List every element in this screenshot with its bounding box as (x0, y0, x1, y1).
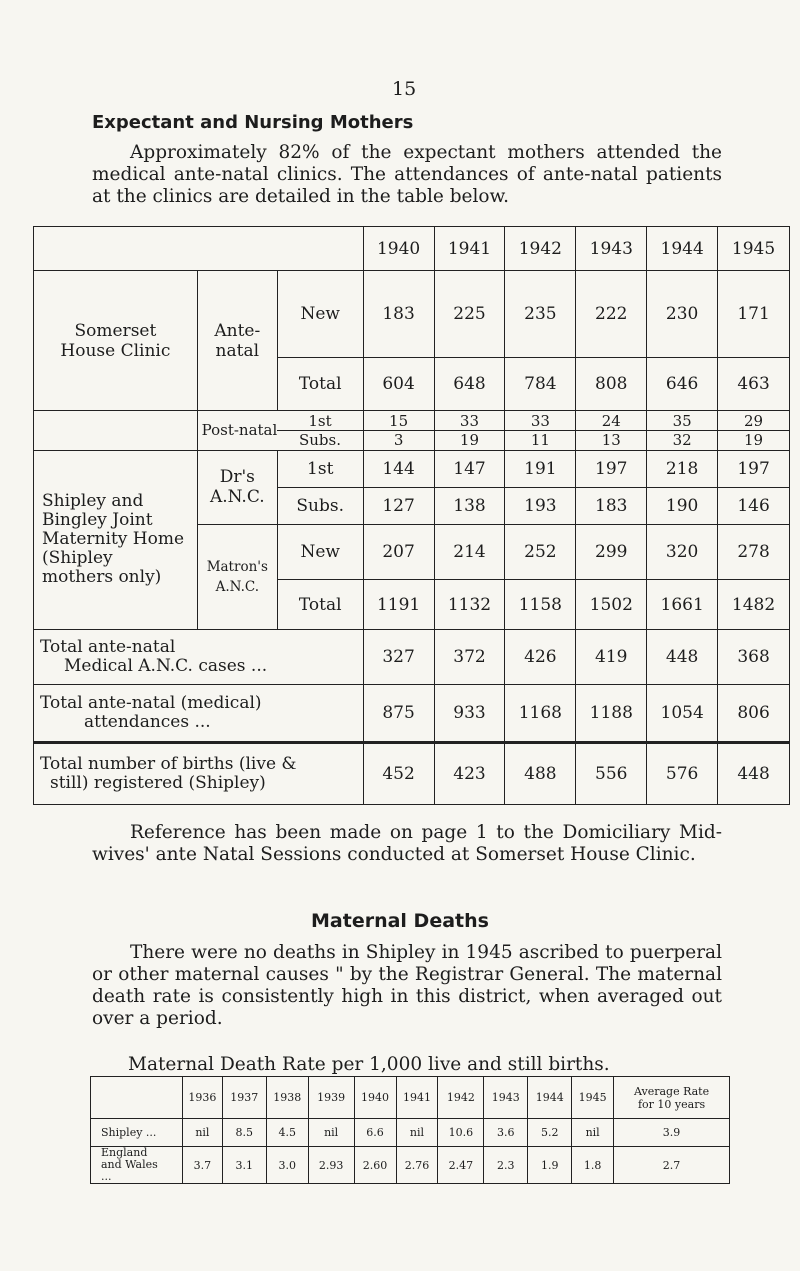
year-cell: 1944 (647, 227, 718, 271)
year-cell: 1943 (576, 227, 647, 271)
page-number: 15 (392, 78, 417, 100)
value-cell: 127 (363, 487, 434, 524)
value-cell: 33 (505, 411, 576, 431)
value-cell: 808 (576, 357, 647, 411)
shipley-label: Shipley and Bingley Joint Maternity Home (Shipley mothers only) (34, 450, 198, 629)
rate-value-cell: nil (572, 1119, 614, 1147)
value-cell: 33 (434, 411, 505, 431)
rate-value-cell: 2.60 (354, 1147, 396, 1184)
value-cell: 15 (363, 411, 434, 431)
rate-year-cell: 1938 (266, 1077, 308, 1119)
year-cell: 1940 (363, 227, 434, 271)
average-header: Average Rate for 10 years (614, 1077, 730, 1119)
value-cell: 426 (505, 629, 576, 685)
value-cell: 230 (647, 271, 718, 358)
death-rate-table (90, 1076, 730, 1184)
births-label-line2: still) registered (Shipley) (50, 773, 266, 794)
rate-header-blank (91, 1077, 183, 1119)
reference-paragraph (92, 822, 722, 866)
value-cell: 448 (718, 743, 790, 805)
value-cell: 1191 (363, 580, 434, 629)
value-cell: 222 (576, 271, 647, 358)
total-attendances-row (34, 685, 790, 743)
value-cell: 197 (718, 450, 790, 487)
value-cell: 1132 (434, 580, 505, 629)
rate-value-cell: 1.9 (528, 1147, 572, 1184)
value-cell: 368 (718, 629, 790, 685)
header-blank (34, 227, 364, 271)
rate-year-cell: 1944 (528, 1077, 572, 1119)
rate-year-cell: 1941 (396, 1077, 438, 1119)
value-cell: 138 (434, 487, 505, 524)
year-cell: 1941 (434, 227, 505, 271)
value-cell: 278 (718, 524, 790, 580)
total-cases-label-line1: Total ante-natal (40, 637, 176, 658)
subs-label: Subs. (277, 487, 363, 524)
value-cell: 24 (576, 411, 647, 431)
somerset-label: Somerset House Clinic (34, 271, 198, 411)
rate-value-cell: 1.8 (572, 1147, 614, 1184)
total-label: Total (277, 580, 363, 629)
value-cell: 190 (647, 487, 718, 524)
rate-value-cell: 2.93 (308, 1147, 354, 1184)
rate-value-cell: 2.47 (438, 1147, 484, 1184)
value-cell: 320 (647, 524, 718, 580)
births-label (34, 743, 364, 805)
value-cell: 419 (576, 629, 647, 685)
new-label: New (277, 271, 363, 358)
value-cell: 13 (576, 430, 647, 450)
subs-label: Subs. (277, 430, 363, 450)
matrons-anc-label: Matron's A.N.C. (197, 524, 277, 629)
rate-year-cell: 1937 (222, 1077, 266, 1119)
value-cell: 327 (363, 629, 434, 685)
rate-header-row (91, 1077, 730, 1119)
value-cell: 1168 (505, 685, 576, 743)
value-cell: 191 (505, 450, 576, 487)
year-cell: 1942 (505, 227, 576, 271)
rate-value-cell: 5.2 (528, 1119, 572, 1147)
rate-row-label: England and Wales ... (91, 1147, 183, 1184)
rate-year-cell: 1939 (308, 1077, 354, 1119)
value-cell: 1482 (718, 580, 790, 629)
attendance-table (33, 226, 790, 805)
births-label-line1: Total number of births (live & (40, 754, 297, 775)
rate-year-cell: 1936 (182, 1077, 222, 1119)
value-cell: 146 (718, 487, 790, 524)
rate-value-cell: nil (308, 1119, 354, 1147)
rate-value-cell: 4.5 (266, 1119, 308, 1147)
value-cell: 19 (718, 430, 790, 450)
intro-paragraph (92, 142, 722, 208)
first-label: 1st (277, 450, 363, 487)
year-header-row (34, 227, 790, 271)
value-cell: 19 (434, 430, 505, 450)
value-cell: 214 (434, 524, 505, 580)
value-cell: 197 (576, 450, 647, 487)
rate-value-cell: nil (396, 1119, 438, 1147)
total-cases-row (34, 629, 790, 685)
rate-average-cell: 3.9 (614, 1119, 730, 1147)
rate-value-cell: 3.0 (266, 1147, 308, 1184)
maternal-text: There were no deaths in Shipley in 1945 ascribed to puerperal or other maternal causes " by the Registrar General. The maternal death rate is consistently high in this district, when averaged out over a period. (92, 942, 722, 1029)
value-cell: 193 (505, 487, 576, 524)
maternal-paragraph (92, 942, 722, 1030)
total-cases-label (34, 629, 364, 685)
value-cell: 183 (576, 487, 647, 524)
rate-value-cell: 8.5 (222, 1119, 266, 1147)
value-cell: 252 (505, 524, 576, 580)
value-cell: 144 (363, 450, 434, 487)
postnatal-first-row (34, 411, 790, 431)
value-cell: 875 (363, 685, 434, 743)
value-cell: 35 (647, 411, 718, 431)
total-attendances-label (34, 685, 364, 743)
rate-row-shipley (91, 1119, 730, 1147)
somerset-blank (34, 411, 198, 450)
value-cell: 372 (434, 629, 505, 685)
value-cell: 147 (434, 450, 505, 487)
rate-row-label: Shipley ... (91, 1119, 183, 1147)
value-cell: 784 (505, 357, 576, 411)
value-cell: 463 (718, 357, 790, 411)
total-attendances-label-line2: attendances ... (84, 712, 211, 733)
births-row (34, 743, 790, 805)
first-label: 1st (277, 411, 363, 431)
value-cell: 488 (505, 743, 576, 805)
value-cell: 452 (363, 743, 434, 805)
rate-year-cell: 1945 (572, 1077, 614, 1119)
value-cell: 556 (576, 743, 647, 805)
shipley-first-row (34, 450, 790, 487)
value-cell: 3 (363, 430, 434, 450)
value-cell: 1158 (505, 580, 576, 629)
value-cell: 604 (363, 357, 434, 411)
rate-value-cell: 3.6 (484, 1119, 528, 1147)
value-cell: 576 (647, 743, 718, 805)
rate-value-cell: 10.6 (438, 1119, 484, 1147)
value-cell: 32 (647, 430, 718, 450)
antenatal-label: Ante- natal (197, 271, 277, 411)
value-cell: 11 (505, 430, 576, 450)
value-cell: 299 (576, 524, 647, 580)
year-cell: 1945 (718, 227, 790, 271)
value-cell: 448 (647, 629, 718, 685)
value-cell: 1661 (647, 580, 718, 629)
section-heading: Expectant and Nursing Mothers (92, 112, 414, 133)
postnatal-label: Post-natal (197, 411, 277, 450)
new-label: New (277, 524, 363, 580)
value-cell: 933 (434, 685, 505, 743)
value-cell: 207 (363, 524, 434, 580)
rate-year-cell: 1943 (484, 1077, 528, 1119)
rate-value-cell: 2.3 (484, 1147, 528, 1184)
value-cell: 1188 (576, 685, 647, 743)
total-cases-label-line2: Medical A.N.C. cases ... (64, 656, 268, 677)
somerset-new-row (34, 271, 790, 358)
rate-value-cell: 3.1 (222, 1147, 266, 1184)
value-cell: 646 (647, 357, 718, 411)
maternal-deaths-heading: Maternal Deaths (311, 910, 489, 932)
value-cell: 1502 (576, 580, 647, 629)
total-label: Total (277, 357, 363, 411)
intro-text: Approximately 82% of the expectant mothers attended the medical ante-natal clinics. The attendances of ante-natal patients at the clinics are detailed in the table below. (92, 142, 722, 207)
value-cell: 183 (363, 271, 434, 358)
value-cell: 218 (647, 450, 718, 487)
rate-average-cell: 2.7 (614, 1147, 730, 1184)
rate-value-cell: nil (182, 1119, 222, 1147)
rate-value-cell: 2.76 (396, 1147, 438, 1184)
rate-caption: Maternal Death Rate per 1,000 live and still births. (128, 1054, 610, 1075)
value-cell: 806 (718, 685, 790, 743)
value-cell: 423 (434, 743, 505, 805)
drs-anc-label: Dr's A.N.C. (197, 450, 277, 524)
rate-year-cell: 1942 (438, 1077, 484, 1119)
value-cell: 225 (434, 271, 505, 358)
rate-value-cell: 6.6 (354, 1119, 396, 1147)
value-cell: 648 (434, 357, 505, 411)
rate-row-england (91, 1147, 730, 1184)
reference-text: Reference has been made on page 1 to the Domiciliary Mid-wives' ante Natal Sessions conducted at Somerset House Clinic. (92, 822, 722, 865)
value-cell: 1054 (647, 685, 718, 743)
rate-year-cell: 1940 (354, 1077, 396, 1119)
rate-value-cell: 3.7 (182, 1147, 222, 1184)
value-cell: 235 (505, 271, 576, 358)
value-cell: 29 (718, 411, 790, 431)
value-cell: 171 (718, 271, 790, 358)
total-attendances-label-line1: Total ante-natal (medical) (40, 693, 262, 714)
